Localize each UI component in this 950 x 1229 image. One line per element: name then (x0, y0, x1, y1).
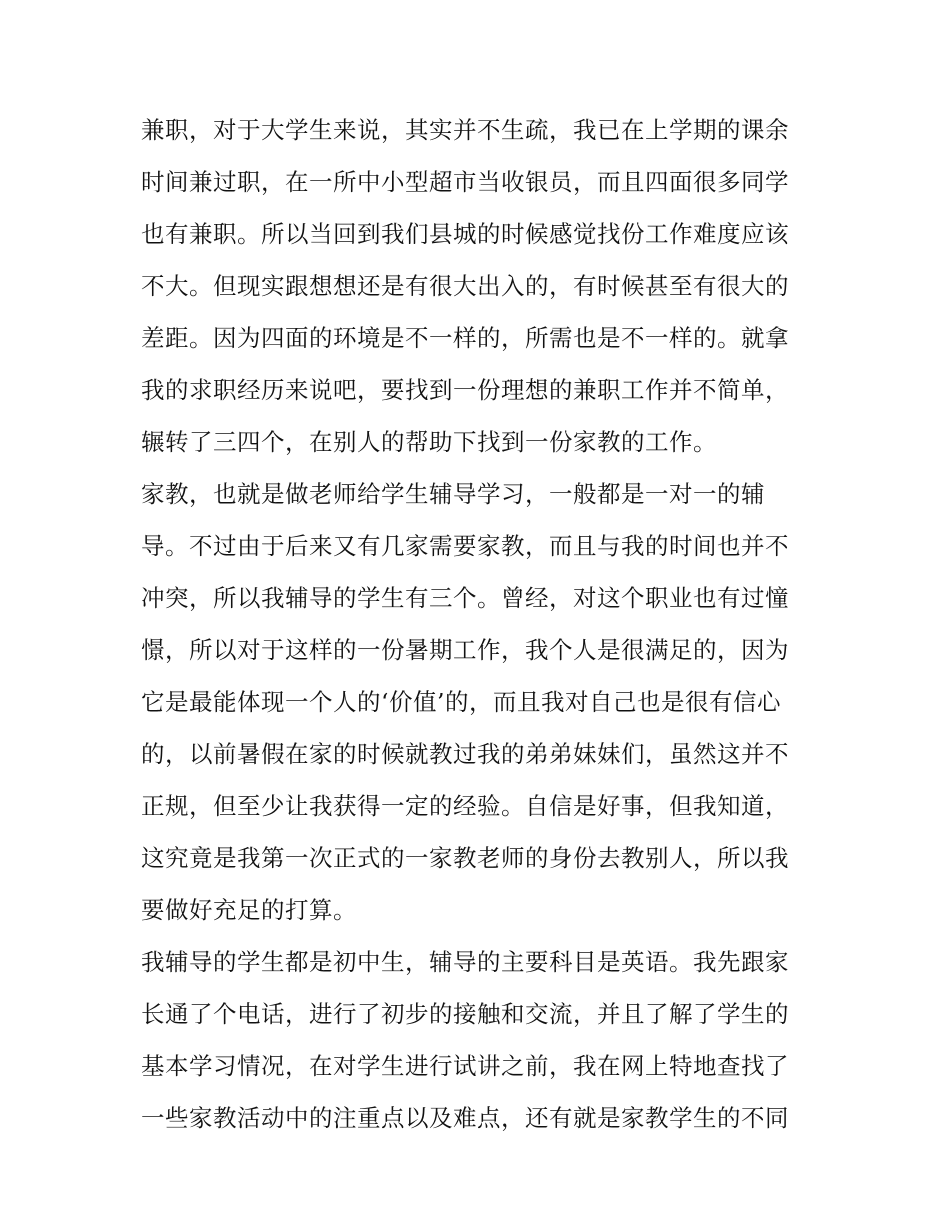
text-line: 要做好充足的打算。 (141, 896, 357, 924)
text-line: 家教，也就是做老师给学生辅导学习，一般都是一对一的辅 (141, 480, 765, 508)
text-line: 冲突，所以我辅导的学生有三个。曾经，对这个职业也有过憧 (141, 584, 789, 612)
text-line: 导。不过由于后来又有几家需要家教，而且与我的时间也并不 (141, 532, 789, 560)
text-line: 我的求职经历来说吧，要找到一份理想的兼职工作并不简单， (141, 376, 789, 404)
text-line: 长通了个电话，进行了初步的接触和交流，并且了解了学生的 (141, 1000, 789, 1028)
text-line: 兼职，对于大学生来说，其实并不生疏，我已在上学期的课余 (141, 116, 789, 144)
text-line: 基本学习情况，在对学生进行试讲之前，我在网上特地查找了 (141, 1052, 789, 1080)
text-line: 的，以前暑假在家的时候就教过我的弟弟妹妹们，虽然这并不 (141, 740, 789, 768)
text-line: 一些家教活动中的注重点以及难点，还有就是家教学生的不同 (141, 1104, 789, 1132)
text-line: 差距。因为四面的环境是不一样的，所需也是不一样的。就拿 (141, 324, 789, 352)
body-text (141, 104, 813, 1144)
text-line: 它是最能体现一个人的‘价值’的，而且我对自己也是很有信心 (141, 688, 781, 716)
text-line: 时间兼过职，在一所中小型超市当收银员，而且四面很多同学 (141, 168, 789, 196)
text-line: 我辅导的学生都是初中生，辅导的主要科目是英语。我先跟家 (141, 948, 789, 976)
text-line: 辗转了三四个，在别人的帮助下找到一份家教的工作。 (141, 428, 717, 456)
text-line: 不大。但现实跟想想还是有很大出入的，有时候甚至有很大的 (141, 272, 789, 300)
text-line: 正规，但至少让我获得一定的经验。自信是好事，但我知道， (141, 792, 789, 820)
text-line: 这究竟是我第一次正式的一家教老师的身份去教别人，所以我 (141, 844, 789, 872)
text-line: 憬，所以对于这样的一份暑期工作，我个人是很满足的，因为 (141, 636, 789, 664)
text-line: 也有兼职。所以当回到我们县城的时候感觉找份工作难度应该 (141, 220, 789, 248)
